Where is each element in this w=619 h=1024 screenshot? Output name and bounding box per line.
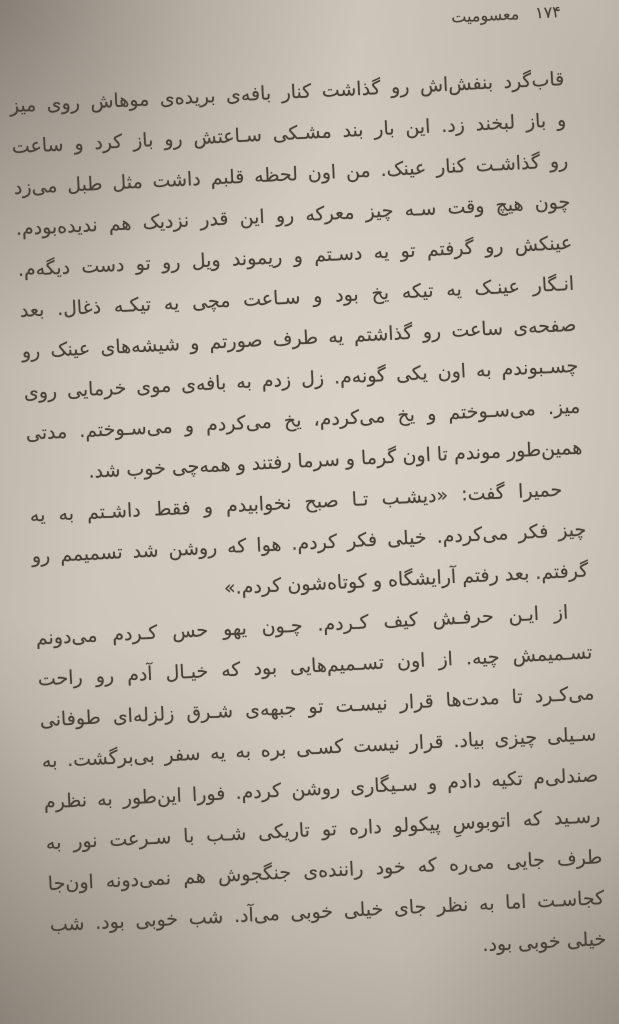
text-line: انـگار عینـک یه تیکه یخ بود و سـاعت مچی یه تیکـه ذغال. بعد bbox=[19, 272, 575, 322]
text-line: کجاسـت اما به نظر جای خیلی خوبی می‌آد. شب خوبی بود. شب bbox=[49, 887, 605, 937]
text-line: سـیلی چیزی بیاد. قرار نیست کسـی بره به یه سفر بی‌برگشت. به bbox=[41, 723, 597, 773]
text-line: حمیرا گفت: «دیشـب تـا صبح نخوابیدم و فقط داشـتم به یه bbox=[29, 478, 563, 527]
text-line: عینکش رو گرفتم تو یه دسـتم و ریموند ویل رو تو دست دیگه‌م. bbox=[17, 231, 573, 281]
text-line: رسـید که اتوبوسِ پیکولو داره تو تاریکی شـب با سـرعت نور به bbox=[45, 805, 601, 855]
text-line: رو گذاشـت کنار عینک. من اون لحظه قلبم داشت مثل طبل می‌زد bbox=[13, 149, 569, 200]
running-header bbox=[6, 1, 561, 50]
paragraph bbox=[35, 591, 607, 987]
text-line: چون هیچ وقت سـه چیز معرکه رو این قدر نزدیک هم ندیده‌بودم. bbox=[15, 190, 571, 240]
text-line: همین‌طور موندم تا اون گرما و سرما رفتند و همه‌چی خوب شد. bbox=[87, 436, 583, 483]
running-title: معسومیت bbox=[450, 4, 520, 27]
text-line: چیز فکر می‌کردم. خیلی فکر کردم. هوا که روشن شد تسمیمم رو bbox=[31, 518, 587, 568]
text-line: صفحه‌ی ساعت رو گذاشتم یه طرف صورتم و شیشه‌های عینک رو bbox=[21, 313, 577, 363]
page-text bbox=[9, 59, 607, 987]
paragraph bbox=[9, 59, 583, 496]
text-line: قاب‌گرد بنفش‌اش رو گذاشت کنار بافه‌ی بریده‌ی موهاش روی میز bbox=[9, 68, 565, 118]
page-number: ۱۷۴ bbox=[534, 2, 562, 23]
text-line: خیلی خوبی بود. bbox=[481, 928, 607, 957]
text-line: چسـبوندم به اون یکی گونه‌م. زل زدم به بافه‌ی موی خرمایی روی bbox=[23, 354, 579, 404]
text-line: می‌کـرد تا مدت‌ها قرار نیسـت تو جبهه‌ی شـرق زلزله‌ای طوفانی bbox=[39, 682, 595, 732]
text-line: تسـمیمش چیه. از اون تسـمیم‌هایی بود که خیـال آدم رو راحت bbox=[37, 641, 593, 691]
text-line: گرفتم. بعد رفتم آرایشگاه و کوتاه‌شون کردم.» bbox=[223, 559, 589, 600]
text-line: میز. می‌سـوختم و یخ می‌کردم، یخ می‌کردم و می‌سـوختم. مدتی bbox=[25, 395, 581, 445]
text-line: صندلی‌م تکیه دادم و سـیگاری روشن کردم. فورا این‌طور به نظرم bbox=[43, 764, 599, 814]
text-line: از ایـن حرفـش کیف کـردم. چـون یهو حس کـردم می‌دونم bbox=[35, 601, 569, 650]
text-line: و باز لبخند زد. این بار بند مشـکی سـاعتش رو باز کرد و ساعت bbox=[11, 109, 567, 159]
text-line: طرف جایی می‌ره که خود راننده‌ی جنگجوش هم نمی‌دونه اون‌جا bbox=[47, 846, 603, 896]
